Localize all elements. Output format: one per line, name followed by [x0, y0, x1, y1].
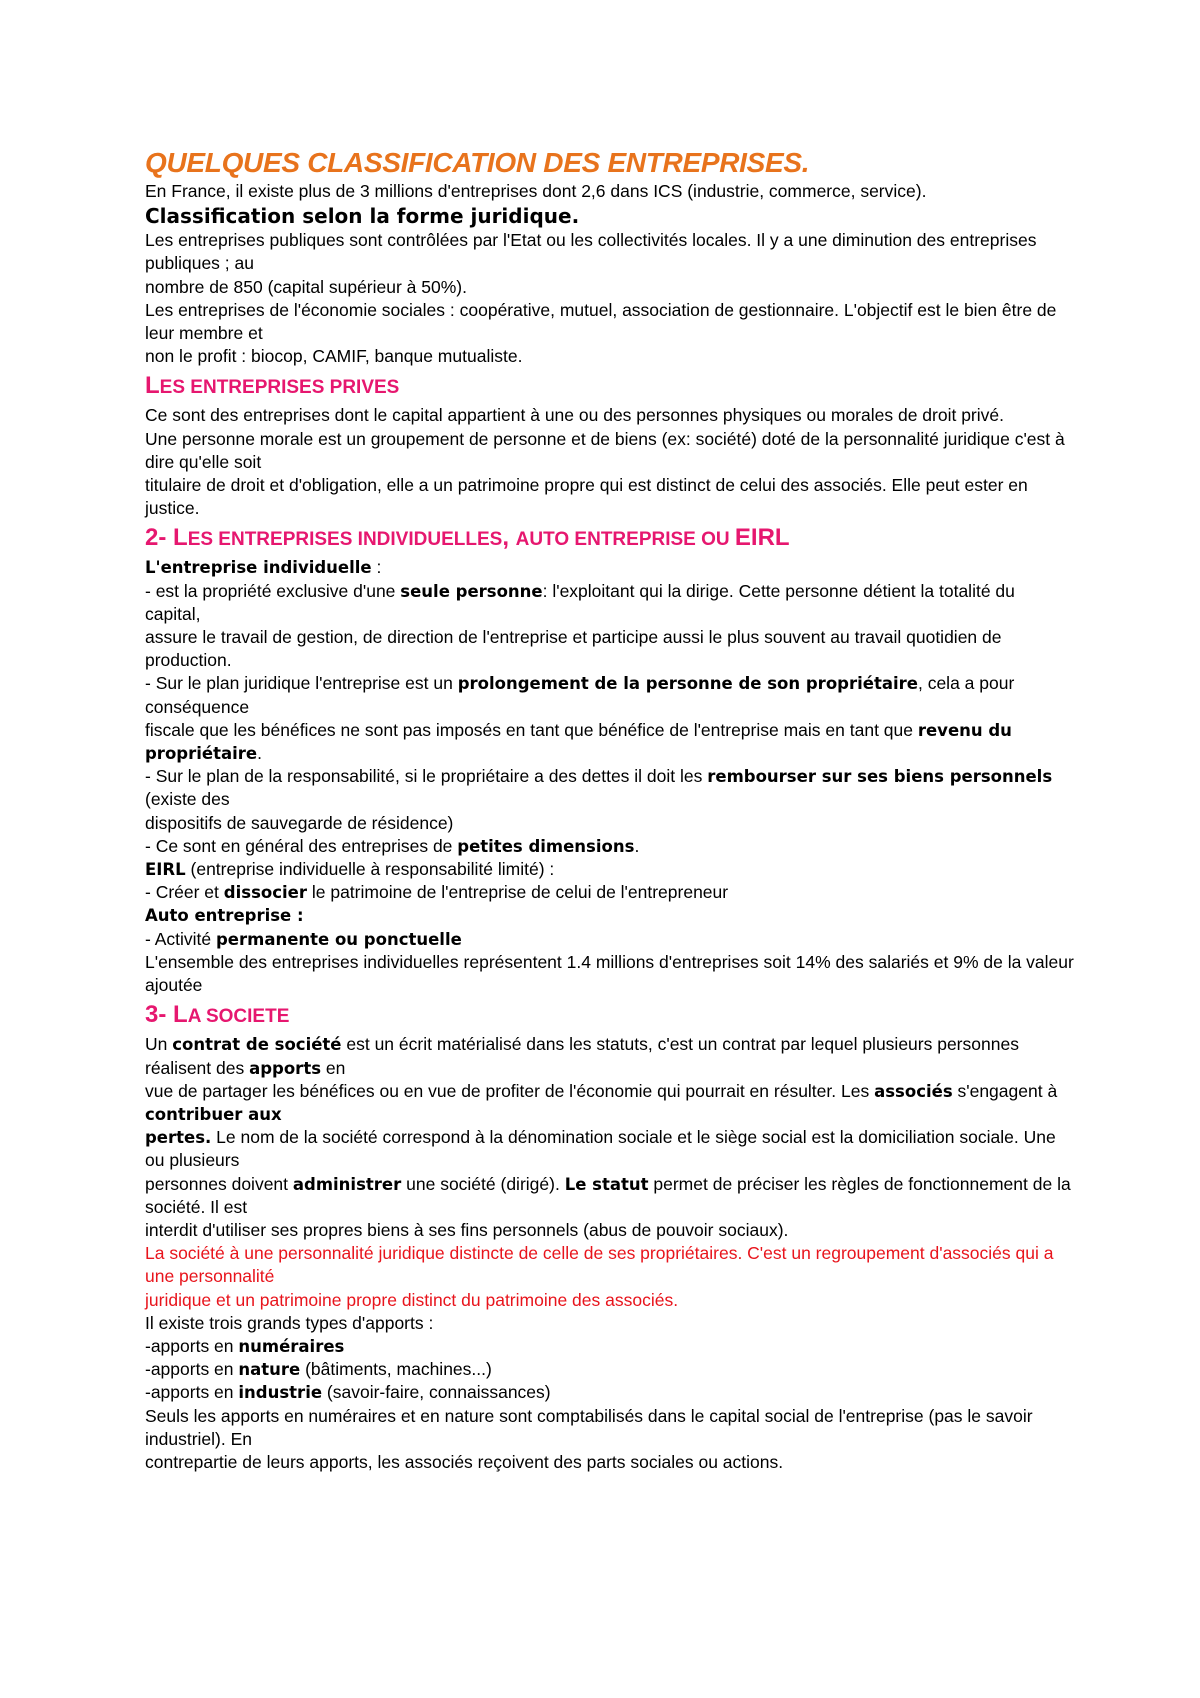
- paragraph: - Activité permanente ou ponctuelle: [145, 928, 462, 949]
- highlighted-paragraph: juridique et un patrimoine propre distinct du patrimoine des associés.: [145, 1289, 679, 1310]
- paragraph: EIRL (entreprise individuelle à responsabilité limité) :: [145, 859, 555, 880]
- paragraph: - Sur le plan juridique l'entreprise est un prolongement de la personne de son propriétaire, cela a pour conséquence: [145, 673, 1015, 717]
- paragraph: non le profit : biocop, CAMIF, banque mutualiste.: [145, 346, 523, 367]
- subheading-auto-entreprise: Auto entreprise :: [145, 906, 304, 926]
- highlighted-paragraph: La société à une personnalité juridique distincte de celle de ses propriétaires. C'est un regroupement d'associés qui a une personnalité: [145, 1243, 1054, 1287]
- paragraph: - Sur le plan de la responsabilité, si le propriétaire a des dettes il doit les rembourser sur ses biens personnels (existe des: [145, 766, 1053, 810]
- paragraph: assure le travail de gestion, de direction de l'entreprise et participe aussi le plus souvent au travail quotidien de: [145, 627, 1002, 648]
- paragraph: vue de partager les bénéfices ou en vue de profiter de l'économie qui pourrait en résulter. Les associés s'engagent à contribuer aux: [145, 1080, 1058, 1124]
- paragraph: propriétaire.: [145, 743, 262, 764]
- paragraph: Il existe trois grands types d'apports :: [145, 1312, 434, 1333]
- paragraph: L'ensemble des entreprises individuelles représentent 1.4 millions d'entreprises soit 14% des salariés et 9% de la valeur ajoutée: [145, 951, 1074, 996]
- section-heading-entreprises-individuelles: 2- LES ENTREPRISES INDIVIDUELLES, AUTO ENTREPRISE OU EIRL: [145, 524, 790, 552]
- paragraph: interdit d'utiliser ses propres biens à ses fins personnels (abus de pouvoir sociaux).: [145, 1219, 789, 1240]
- paragraph: dispositifs de sauvegarde de résidence): [145, 812, 454, 833]
- paragraph: - est la propriété exclusive d'une seule personne: l'exploitant qui la dirige. Cette personne détient la totalité du capital,: [145, 580, 1015, 624]
- paragraph: pertes. Le nom de la société correspond à la dénomination sociale et le siège social est la domiciliation sociale. Une ou plusieurs: [145, 1127, 1056, 1171]
- document-page: [145, 146, 1075, 1474]
- paragraph: contrepartie de leurs apports, les associés reçoivent des parts sociales ou actions.: [145, 1451, 784, 1472]
- paragraph: titulaire de droit et d'obligation, elle a un patrimoine propre qui est distinct de celui des associés. Elle peut ester en justice.: [145, 475, 1028, 519]
- paragraph: Seuls les apports en numéraires et en nature sont comptabilisés dans le capital social de l'entreprise (pas le savoir industriel). En: [145, 1405, 1033, 1449]
- paragraph: Les entreprises publiques sont contrôlées par l'Etat ou les collectivités locales. Il y a une diminution des entreprises publiques ; au: [145, 230, 1037, 274]
- paragraph: production.: [145, 650, 232, 671]
- paragraph: fiscale que les bénéfices ne sont pas imposés en tant que bénéfice de l'entreprise mais en tant que revenu du: [145, 719, 1012, 740]
- section-heading-entreprises-privees: LES ENTREPRISES PRIVES: [145, 372, 400, 400]
- paragraph: Un contrat de société est un écrit matérialisé dans les statuts, c'est un contrat par lequel plusieurs personnes réalisent des apports en: [145, 1034, 1019, 1078]
- paragraph: Les entreprises de l'économie sociales : coopérative, mutuel, association de gestionnaire. L'objectif est le bien être de leur membre et: [145, 299, 1057, 344]
- paragraph: - Créer et dissocier le patrimoine de l'entreprise de celui de l'entrepreneur: [145, 882, 729, 903]
- list-item: -apports en numéraires: [145, 1335, 345, 1356]
- list-item: -apports en industrie (savoir-faire, connaissances): [145, 1382, 551, 1403]
- list-item: -apports en nature (bâtiments, machines...): [145, 1359, 492, 1380]
- subheading-entreprise-individuelle: L'entreprise individuelle :: [145, 557, 382, 578]
- section-heading-la-societe: 3- LA SOCIETE: [145, 1001, 290, 1029]
- intro-paragraph: En France, il existe plus de 3 millions d'entreprises dont 2,6 dans ICS (industrie, commerce, service).: [145, 181, 927, 201]
- document-title: QUELQUES CLASSIFICATION DES ENTREPRISES.: [145, 147, 810, 178]
- paragraph: nombre de 850 (capital supérieur à 50%).: [145, 276, 467, 297]
- paragraph: Ce sont des entreprises dont le capital appartient à une ou des personnes physiques ou morales de droit privé.: [145, 405, 1004, 426]
- paragraph: Une personne morale est un groupement de personne et de biens (ex: société) doté de la personnalité juridique c'est à dire qu'elle soit: [145, 428, 1065, 472]
- section-heading-forme-juridique: Classification selon la forme juridique.: [145, 204, 580, 229]
- paragraph: - Ce sont en général des entreprises de petites dimensions.: [145, 835, 640, 856]
- paragraph: personnes doivent administrer une société (dirigé). Le statut permet de préciser les règles de fonctionnement de la société. Il est: [145, 1173, 1071, 1217]
